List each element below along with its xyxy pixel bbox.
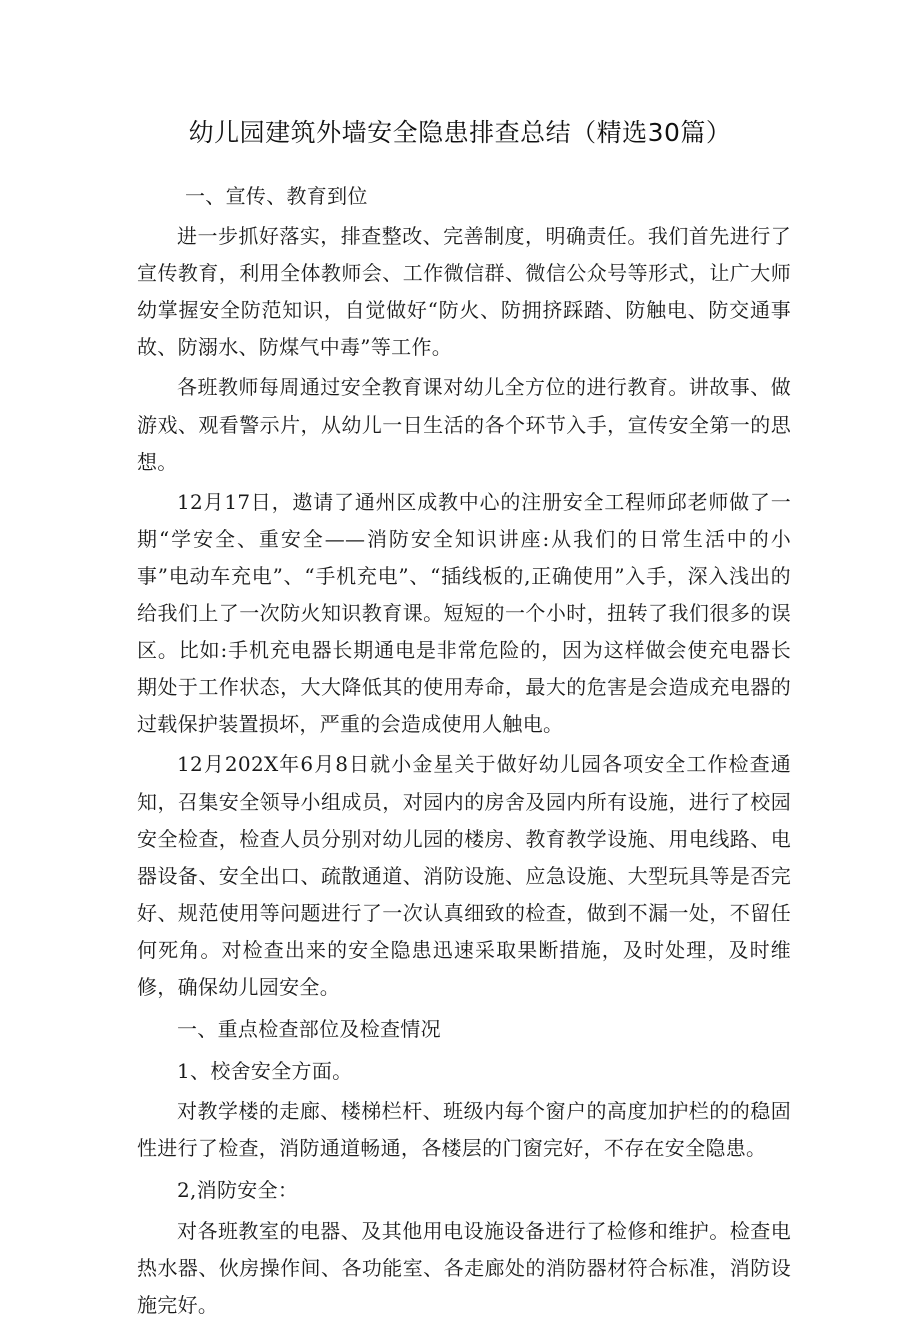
paragraph: 12月202X年6月8日就小金星关于做好幼儿园各项安全工作检查通知，召集安全领导小组成员，对园内的房舍及园内所有设施，进行了校园安全检查，检查人员分别对幼儿园的楼房、教育教学设施、用电线路、电器设备、安全出口、疏散通道、消防设施、应急设施、大型玩具等是否完好、规范使用等问题进行了一次认真细致的检查，做到不漏一处，不留任何死角。对检查出来的安全隐患迅速采取果断措施，及时处理，及时维修，确保幼儿园安全。 xyxy=(137,752,791,999)
subheading-school-buildings: 1、校舍安全方面。 xyxy=(177,1059,353,1084)
document-body xyxy=(137,178,791,1324)
paragraph: 12月17日，遨请了通州区成教中心的注册安全工程师邱老师做了一期“学安全、重安全——消防安全知识讲座:从我们的日常生活中的小事”电动车充电”、“手机充电”、“插线板的,正确使用”入手，深入浅出的给我们上了一次防火知识教育课。短短的一个小时，扭转了我们很多的误区。比如:手机充电器长期通电是非常危险的，因为这样做会使充电器长期处于工作状态，大大降低其的使用寿命，最大的危害是会造成充电器的过载保护装置损坏，严重的会造成使用人触电。 xyxy=(137,489,791,737)
document-title: 幼儿园建筑外墙安全隐患排查总结（精选30篇） xyxy=(188,118,732,147)
section-heading-publicity: 一、宣传、教育到位 xyxy=(185,184,368,208)
section-heading-inspection: 一、重点检查部位及检查情况 xyxy=(177,1017,441,1042)
subheading-fire-safety: 2,消防安全： xyxy=(177,1178,299,1203)
paragraph: 对教学楼的走廊、楼梯栏杆、班级内每个窗户的高度加护栏的的稳固性进行了检查，消防通道畅通，各楼层的门窗完好，不存在安全隐患。 xyxy=(137,1099,791,1161)
paragraph: 各班教师每周通过安全教育课对幼儿全方位的进行教育。讲故事、做游戏、观看警示片，从幼儿一日生活的各个环节入手，宣传安全第一的思想。 xyxy=(137,375,791,474)
paragraph: 对各班教室的电器、及其他用电设施设备进行了检修和维护。检查电热水器、伙房操作间、各功能室、各走廊处的消防器材符合标准，消防设施完好。 xyxy=(137,1218,791,1317)
paragraph: 进一步抓好落实，排查整改、完善制度，明确责任。我们首先进行了宣传教育，利用全体教师会、工作微信群、微信公众号等形式，让广大师幼掌握安全防范知识，自觉做好“防火、防拥挤踩踏、防触电、防交通事故、防溺水、防煤气中毒”等工作。 xyxy=(137,224,791,360)
